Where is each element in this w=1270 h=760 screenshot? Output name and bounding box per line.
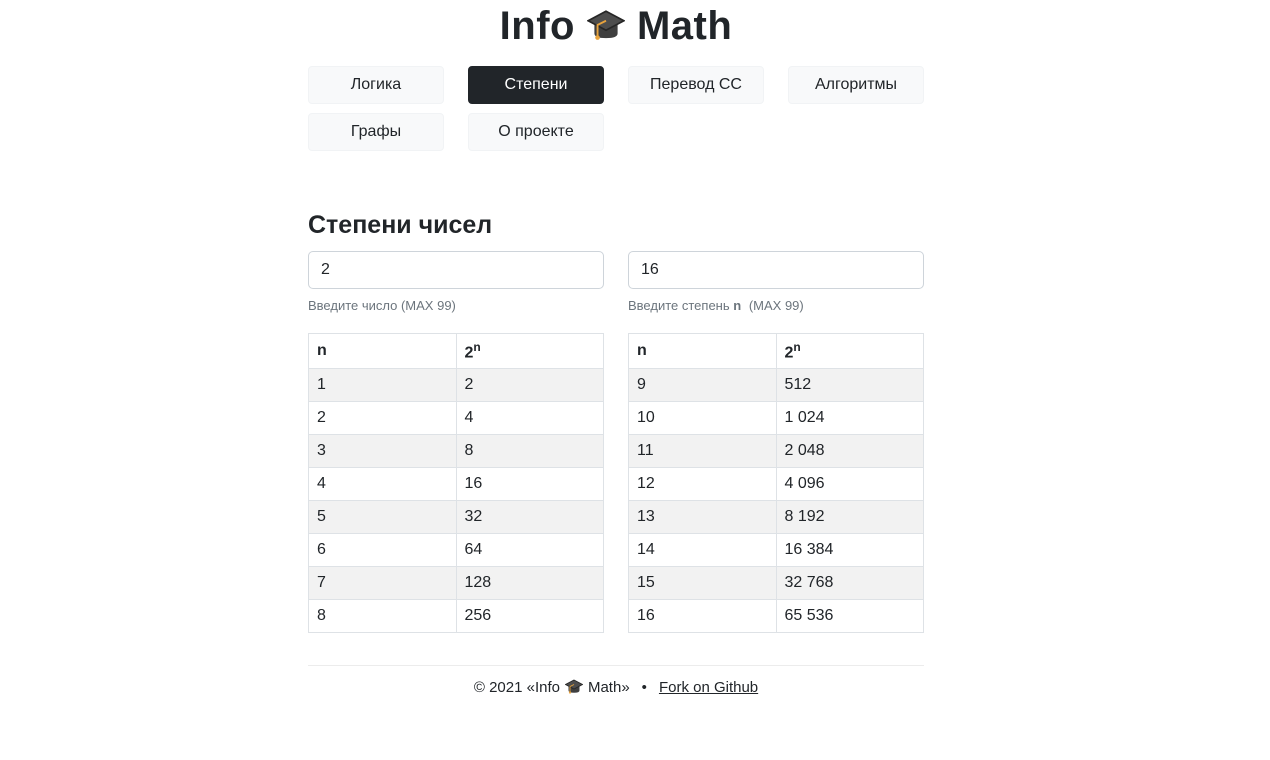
- page-container: [308, 0, 924, 696]
- nav-item-logic[interactable]: Логика: [308, 66, 444, 104]
- cell-power-value: 2 048: [776, 434, 924, 467]
- section-title: Степени чисел: [308, 211, 493, 239]
- cell-power-value: 8 192: [776, 500, 924, 533]
- cell-power-value: 1 024: [776, 401, 924, 434]
- cell-n: 4: [309, 467, 457, 500]
- footer-copyright-prefix: © 2021 «Info: [473, 678, 560, 696]
- power-table-left: [308, 333, 604, 633]
- table-header-row: [629, 333, 924, 368]
- graduation-cap-icon: [587, 9, 625, 43]
- power-hint-prefix: Введите степень: [628, 297, 730, 313]
- table-row: [629, 599, 924, 632]
- cell-power-value: 16: [456, 467, 604, 500]
- cell-n: 10: [629, 401, 777, 434]
- nav-item-graphs[interactable]: Графы: [308, 113, 444, 151]
- number-input[interactable]: [308, 251, 604, 289]
- header-n: n: [309, 333, 457, 368]
- table-row: [629, 500, 924, 533]
- cell-n: 15: [629, 566, 777, 599]
- inputs-row: [308, 251, 924, 313]
- main-nav: [308, 66, 924, 151]
- table-row: [309, 599, 604, 632]
- footer-divider: [308, 665, 924, 666]
- number-field-group: [308, 251, 604, 313]
- table-row: [629, 533, 924, 566]
- page-title-left: Info: [499, 4, 575, 48]
- cell-power-value: 2: [456, 368, 604, 401]
- table-row: [309, 566, 604, 599]
- cell-power-value: 256: [456, 599, 604, 632]
- header-power: 2$^n$: [776, 333, 924, 368]
- cell-n: 16: [629, 599, 777, 632]
- power-hint-variable: n: [733, 297, 742, 313]
- page-title-right: Math: [636, 4, 733, 48]
- power-tables: [308, 333, 924, 633]
- power-hint-suffix: (MAX 99): [748, 297, 804, 313]
- table-row: [309, 401, 604, 434]
- power-field-group: [628, 251, 924, 313]
- cell-power-value: 4 096: [776, 467, 924, 500]
- footer: [308, 679, 924, 696]
- cell-n: 1: [309, 368, 457, 401]
- nav-item-powers[interactable]: Степени: [468, 66, 604, 104]
- cell-n: 12: [629, 467, 777, 500]
- footer-separator: •: [641, 678, 647, 696]
- cell-n: 8: [309, 599, 457, 632]
- table-row: [309, 500, 604, 533]
- graduation-cap-icon: [565, 679, 583, 695]
- cell-n: 6: [309, 533, 457, 566]
- table-row: [309, 434, 604, 467]
- cell-power-value: 8: [456, 434, 604, 467]
- nav-item-about[interactable]: О проекте: [468, 113, 604, 151]
- page-title: [308, 2, 924, 50]
- power-input[interactable]: [628, 251, 924, 289]
- cell-n: 7: [309, 566, 457, 599]
- footer-copyright-suffix: Math»: [587, 678, 630, 696]
- cell-n: 11: [629, 434, 777, 467]
- table-row: [629, 434, 924, 467]
- header-n: n: [629, 333, 777, 368]
- cell-power-value: 128: [456, 566, 604, 599]
- cell-power-value: 65 536: [776, 599, 924, 632]
- nav-item-conversion[interactable]: Перевод СС: [628, 66, 764, 104]
- cell-n: 14: [629, 533, 777, 566]
- fork-on-github-link[interactable]: Fork on Github: [658, 678, 759, 696]
- number-input-hint: Введите число (MAX 99): [308, 297, 456, 313]
- table-header-row: [309, 333, 604, 368]
- cell-power-value: 32: [456, 500, 604, 533]
- header-power: 2$^n$: [456, 333, 604, 368]
- power-table-right: [628, 333, 924, 633]
- nav-item-algorithms[interactable]: Алгоритмы: [788, 66, 924, 104]
- table-row: [629, 566, 924, 599]
- table-row: [629, 368, 924, 401]
- cell-power-value: 4: [456, 401, 604, 434]
- cell-power-value: 64: [456, 533, 604, 566]
- cell-power-value: 512: [776, 368, 924, 401]
- cell-n: 2: [309, 401, 457, 434]
- table-row: [309, 368, 604, 401]
- cell-n: 5: [309, 500, 457, 533]
- cell-n: 3: [309, 434, 457, 467]
- power-input-hint: [628, 298, 924, 313]
- powers-section: [308, 212, 924, 633]
- cell-power-value: 32 768: [776, 566, 924, 599]
- cell-power-value: 16 384: [776, 533, 924, 566]
- cell-n: 9: [629, 368, 777, 401]
- table-row: [629, 401, 924, 434]
- table-row: [309, 467, 604, 500]
- table-row: [309, 533, 604, 566]
- cell-n: 13: [629, 500, 777, 533]
- table-row: [629, 467, 924, 500]
